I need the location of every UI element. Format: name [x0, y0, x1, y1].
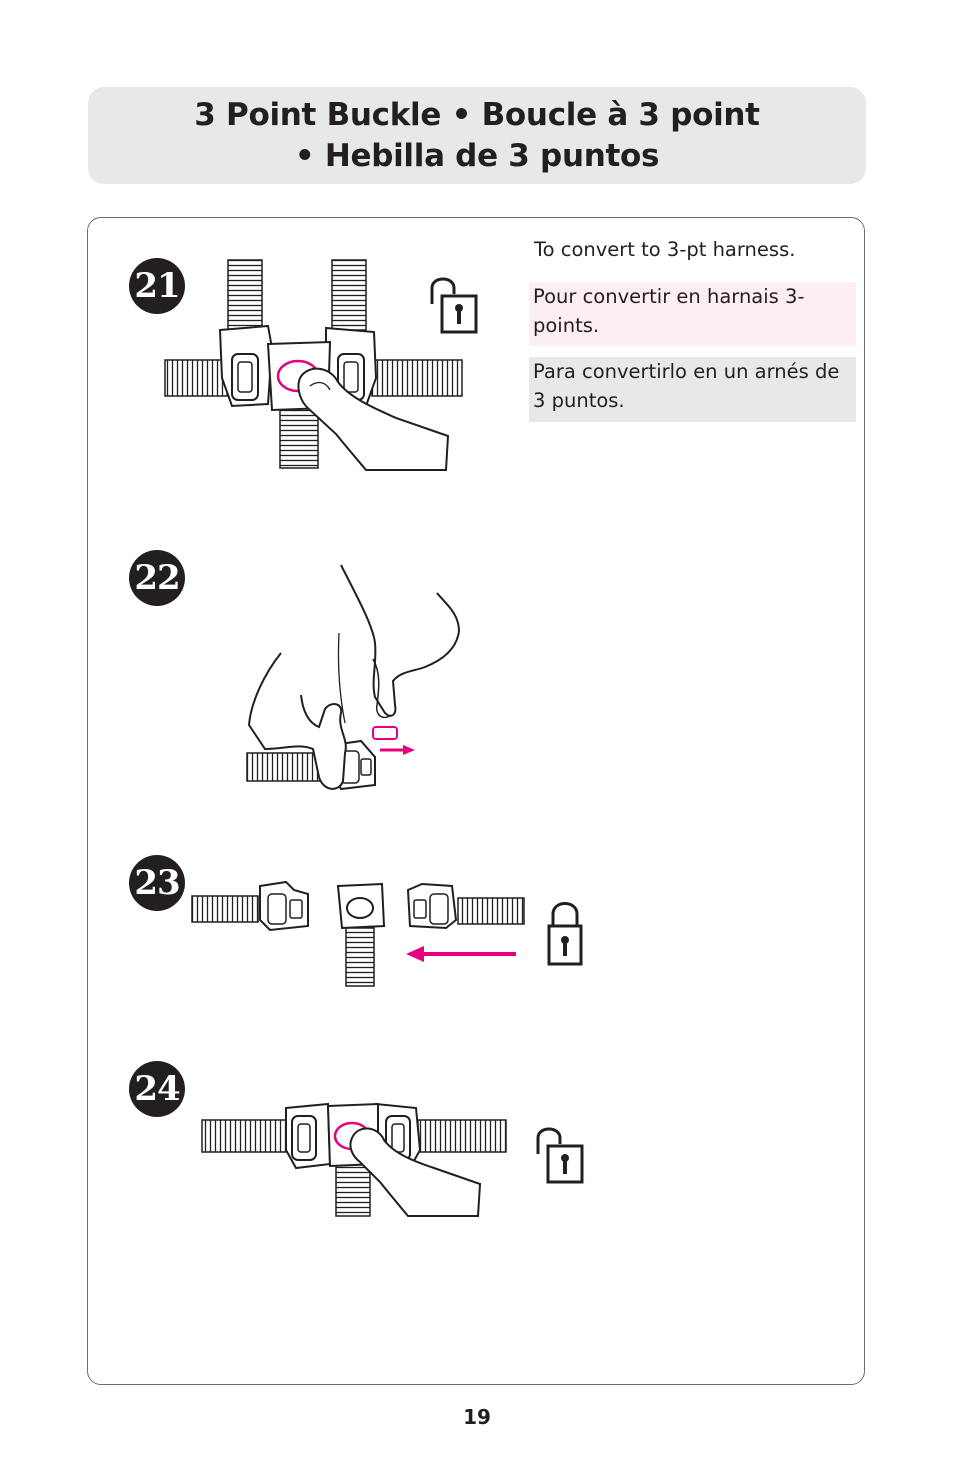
locked-lock-icon	[545, 898, 585, 968]
unlocked-lock-icon	[534, 1120, 586, 1184]
step-21-buckle-illustration	[160, 258, 460, 470]
instruction-french: Pour convertir en harnais 3-points.	[529, 282, 856, 346]
section-title-line-1: 3 Point Buckle • Boucle à 3 point	[194, 96, 760, 133]
step-badge-22: 22	[129, 550, 185, 606]
instruction-english: To convert to 3-pt harness.	[534, 238, 796, 261]
section-title-line-2: • Hebilla de 3 puntos	[294, 137, 660, 174]
step-badge-24: 24	[129, 1061, 185, 1117]
page-number: 19	[463, 1405, 491, 1429]
section-title-box	[88, 87, 866, 184]
step-24-press-release-illustration	[198, 1100, 498, 1216]
step-badge-23: 23	[129, 855, 185, 911]
unlocked-lock-icon	[428, 270, 480, 334]
step-23-insert-buckles-illustration	[190, 880, 530, 990]
instruction-spanish: Para convertirlo en un arnés de 3 puntos.	[529, 357, 856, 422]
step-badge-21: 21	[129, 258, 185, 314]
step-22-slide-tab-illustration	[245, 563, 465, 795]
